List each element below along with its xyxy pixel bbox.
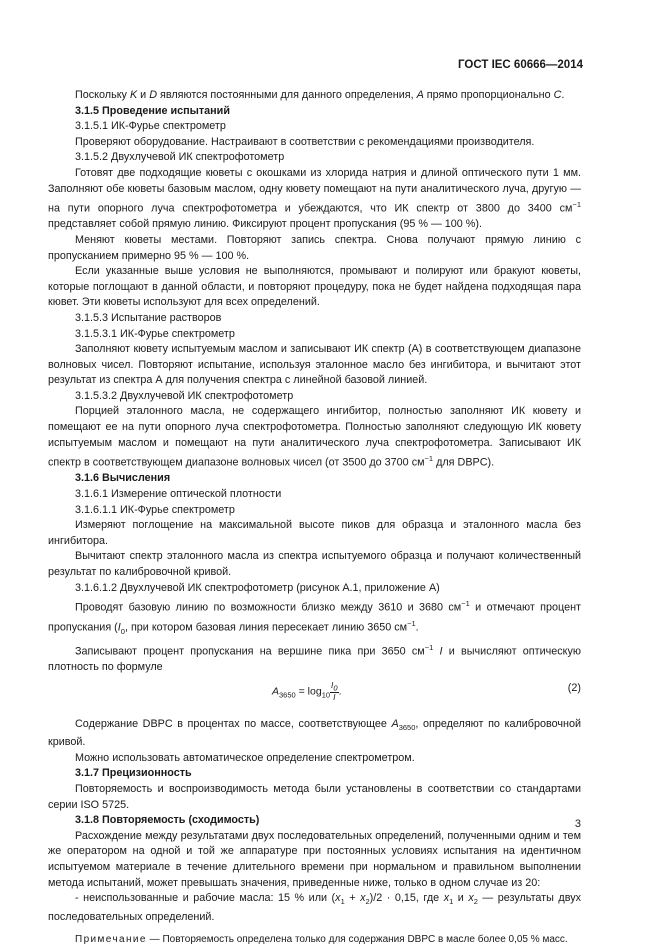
- paragraph: Вычитают спектр эталонного масла из спектра испытуемого образца и получают количественный результат по калибровочной кривой.: [48, 550, 581, 578]
- subsection-3-1-5-3-2: 3.1.5.3.2 Двухлучевой ИК спектрофотометр: [75, 389, 294, 402]
- subsection-3-1-5-2: 3.1.5.2 Двухлучевой ИК спектрофотометр: [75, 151, 285, 164]
- formula-block: [48, 679, 581, 703]
- formula-fraction: $\frac{I_0}{I}$: [331, 679, 338, 703]
- paragraph: Меняют кюветы местами. Повторяют запись спектра. Снова получают прямую линию с пропусканием примерно 95 % — 100 %.: [48, 233, 581, 262]
- note-label: Примечание: [75, 933, 147, 945]
- paragraph: Готовят две подходящие кюветы с окошками из хлорида натрия и длиной оптического пути 1 мм. Заполняют обе кюветы базовым маслом, одну кювету помещают на пути аналитического луча, другую — на пути опорного луча спектрофотометра и убеждаются, что ИК спектр от 3800 до 3400 $см^{-1}$ представляет собой прямую линию. Фиксируют процент пропускания (95 % — 100 %).: [48, 166, 581, 231]
- section-heading-3-1-5: 3.1.5 Проведение испытаний: [75, 104, 230, 117]
- document-body: [48, 88, 581, 947]
- paragraph: Измеряют поглощение на максимальной высоте пиков для образца и эталонного масла без ингибитора.: [48, 519, 581, 547]
- subsection-3-1-6-1-1: 3.1.6.1.1 ИК-Фурье спектрометр: [75, 503, 235, 516]
- paragraph: Проверяют оборудование. Настраивают в соответствии с рекомендациями производителя.: [75, 135, 535, 148]
- formula-number: (2): [567, 681, 581, 694]
- subsection-3-1-5-1: 3.1.5.1 ИК-Фурье спектрометр: [75, 120, 226, 133]
- note: Примечание — Повторяемость определена только для содержания DBPC в масле более 0,05 % масс.: [75, 933, 568, 945]
- subsection-3-1-6-1-2: 3.1.6.1.2 Двухлучевой ИК спектрофотометр (рисунок А.1, приложение А): [75, 581, 440, 594]
- paragraph: Расхождение между результатами двух последовательных определений, полученными одним и тем же оператором на одной и той же аппаратуре при постоянных условиях испытания на идентичном испытуемом материале в течение длительного времени при нормальном и правильном выполнении метода испытаний, может превышать значения, приведенные ниже, только в одном случае из 20:: [48, 829, 581, 889]
- paragraph: Заполняют кювету испытуемым маслом и записывают ИК спектр (А) в соответствующем диапазоне волновых чисел. Повторяют испытание, используя эталонное масло без ингибитора, и вычитают этот результат из спектра А для получения спектра с линейной базовой линией.: [48, 343, 581, 387]
- paragraph: Содержание DBPC в процентах по массе, соответствующее $A_{3650}$, определяют по калибровочной кривой.: [48, 717, 581, 749]
- subsection-3-1-6-1: 3.1.6.1 Измерение оптической плотности: [75, 488, 282, 501]
- subsection-3-1-5-3: 3.1.5.3 Испытание растворов: [75, 311, 222, 324]
- section-heading-3-1-7: 3.1.7 Прецизионность: [75, 767, 192, 780]
- page-number: 3: [574, 818, 581, 830]
- subsection-3-1-5-3-1: 3.1.5.3.1 ИК-Фурье спектрометр: [75, 327, 235, 340]
- list-item: - неиспользованные и рабочие масла: 15 % или $(x_1 + x_2)/2 \cdot 0,15$, где $x_1$ и $x_2$ — результаты двух последовательных определений.: [48, 892, 581, 923]
- paragraph: Если указанные выше условия не выполняются, промывают и полируют или бракуют кюветы, которые поглощают в данной области, и повторяют процедуру, пока не будет найдена подходящая пара кювет. Эти кюветы используют для всех определений.: [48, 265, 581, 309]
- paragraph: Порцией эталонного масла, не содержащего ингибитор, полностью заполняют ИК кювету и помещают ее на пути опорного луча спектрофотометра. Полностью заполняют следующую ИК кювету испытуемым маслом и помещают на пути аналитического луча спектрофотометра. Записывают ИК спектр в соответствующем диапазоне волновых чисел (от 3500 до 3700 $см^{-1}$ для DBPC).: [48, 405, 581, 469]
- paragraph: Поскольку K и D являются постоянными для данного определения, A прямо пропорционально C.: [75, 89, 565, 101]
- section-heading-3-1-8: 3.1.8 Повторяемость (сходимость): [75, 814, 260, 827]
- document-header: ГОСТ IEC 60666—2014: [458, 59, 583, 71]
- paragraph: Проводят базовую линию по возможности близко между 3610 и 3680 $см^{-1}$ и отмечают процент пропускания ($I_0$, при котором базовая линия пересекает линию 3650 $см^{-1}$.: [48, 599, 581, 637]
- paragraph: Повторяемость и воспроизводимость метода были установлены в соответствии со стандартами серии ISO 5725.: [48, 783, 581, 811]
- paragraph: Записывают процент пропускания на вершине пика при 3650 $см^{-1}$ I и вычисляют оптическую плотность по формуле: [48, 642, 581, 673]
- paragraph: Можно использовать автоматическое определение спектрометром.: [75, 751, 415, 764]
- section-heading-3-1-6: 3.1.6 Вычисления: [75, 472, 171, 485]
- formula: $A_{3650} = \log_{10}$ $\frac{I_0}{I}$ .: [272, 679, 342, 703]
